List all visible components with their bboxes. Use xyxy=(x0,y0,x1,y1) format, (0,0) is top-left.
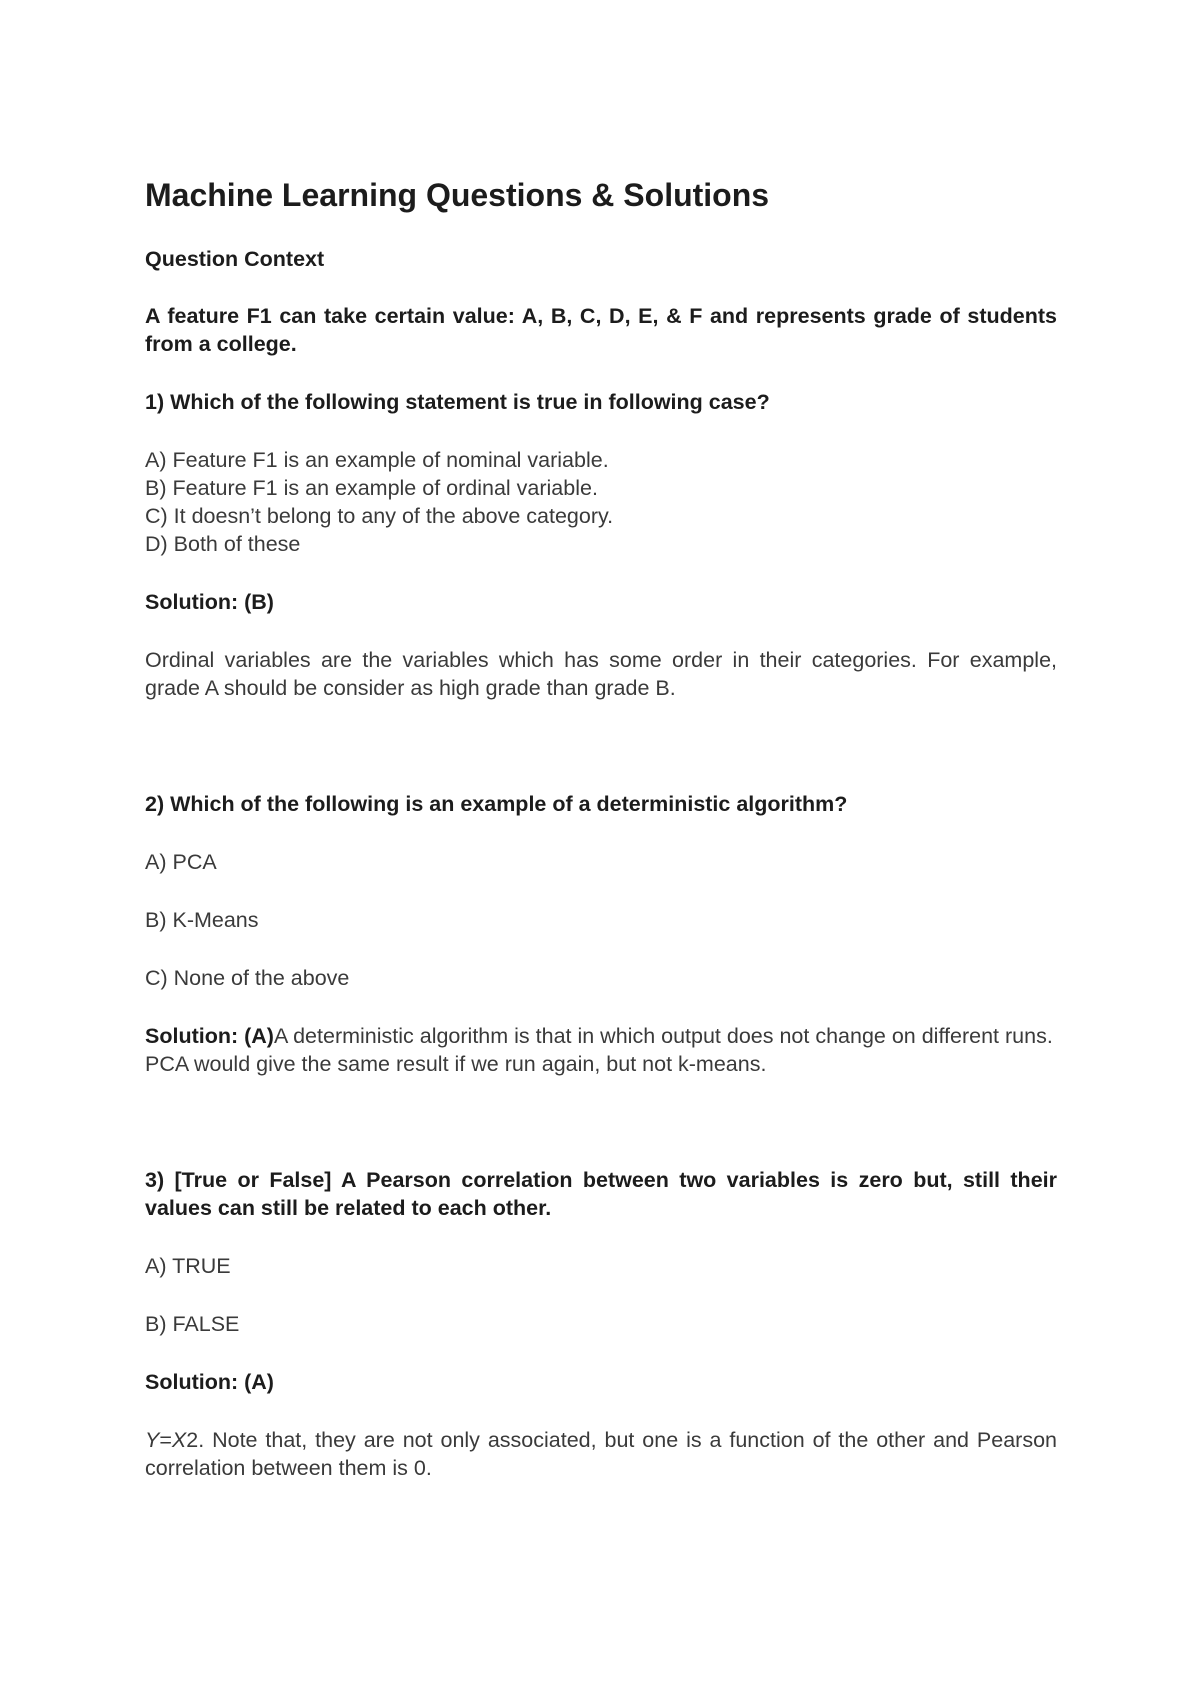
question-3: 3) [True or False] A Pearson correlation between two variables is zero but, still their values can still be related to each other. xyxy=(145,1168,1057,1220)
formula-eq: = xyxy=(159,1428,172,1452)
q3-solution-label: Solution: (A) xyxy=(145,1370,274,1394)
q1-explanation: Ordinal variables are the variables which has some order in their categories. For example, grade A should be consider as high grade than grade B. xyxy=(145,648,1057,700)
q1-option-b: B) Feature F1 is an example of ordinal variable. xyxy=(145,476,598,500)
q1-option-c: C) It doesn’t belong to any of the above category. xyxy=(145,504,614,528)
q3-option-a: A) TRUE xyxy=(145,1254,231,1278)
formula-exp: 2 xyxy=(186,1428,199,1452)
q3-explanation-text: . Note that, they are not only associated, but one is a function of the other and Pearson correlation between them is 0. xyxy=(145,1428,1057,1480)
question-2: 2) Which of the following is an example of a deterministic algorithm? xyxy=(145,792,848,816)
formula-y: Y xyxy=(145,1428,160,1452)
q1-solution-label: Solution: (B) xyxy=(145,590,274,614)
q2-option-c: C) None of the above xyxy=(145,966,350,990)
document-page xyxy=(145,172,1057,1482)
context-heading: Question Context xyxy=(145,247,325,271)
q1-option-a: A) Feature F1 is an example of nominal variable. xyxy=(145,448,609,472)
q3-explanation xyxy=(145,1426,1057,1482)
q2-solution-label: Solution: (A) xyxy=(145,1024,274,1048)
q2-option-a: A) PCA xyxy=(145,850,217,874)
context-text: A feature F1 can take certain value: A, B, C, D, E, & F and represents grade of students from a college. xyxy=(145,304,1057,356)
formula-x: X xyxy=(171,1428,187,1452)
q2-solution xyxy=(145,1022,1057,1078)
document-title: Machine Learning Questions & Solutions xyxy=(145,177,770,213)
question-1: 1) Which of the following statement is true in following case? xyxy=(145,390,770,414)
q2-explanation: A deterministic algorithm is that in which output does not change on different runs. PCA would give the same result if we run again, but not k-means. xyxy=(145,1024,1053,1076)
q2-option-b: B) K-Means xyxy=(145,908,259,932)
q1-option-d: D) Both of these xyxy=(145,532,301,556)
q3-option-b: B) FALSE xyxy=(145,1312,240,1336)
